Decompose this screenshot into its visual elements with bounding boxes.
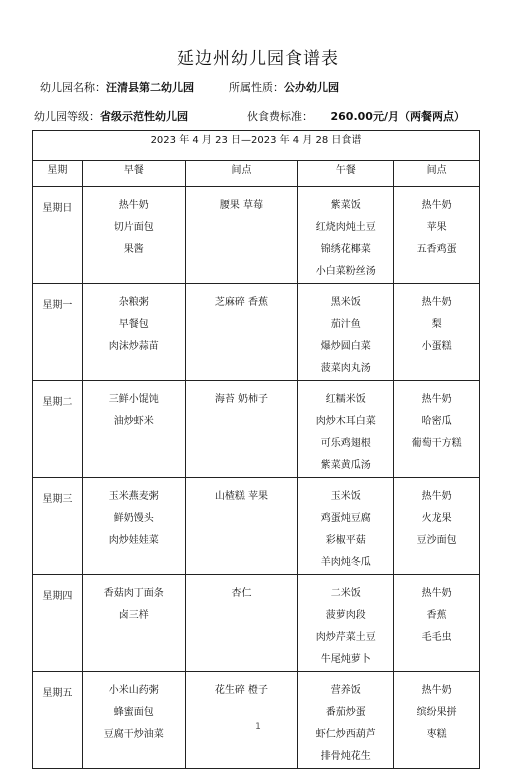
menu-item: 梨 [431, 319, 442, 330]
table-row [33, 575, 480, 672]
header-snack: 间点 [394, 161, 480, 187]
menu-item: 肉炒娃娃菜 [108, 535, 159, 546]
menu-item: 锦绣花椰菜 [320, 244, 371, 255]
menu-item: 花生碎 橙子 [214, 685, 269, 696]
kindergarten-nature [229, 79, 339, 95]
menu-item: 小蛋糕 [421, 341, 452, 352]
nature-value: 公办幼儿园 [284, 81, 339, 94]
menu-item: 热牛奶 [118, 200, 149, 211]
period-header: 2023 年 4 月 23 日—2023 年 4 月 28 日食谱 [33, 131, 480, 161]
fee-label: 伙食费标准： [247, 110, 313, 123]
menu-item: 玉米燕麦粥 [108, 491, 159, 502]
meal-fee [247, 108, 465, 124]
menu-item: 海苔 奶柿子 [214, 394, 269, 405]
menu-item: 营养饭 [330, 685, 361, 696]
menu-item: 热牛奶 [421, 685, 452, 696]
lunch-cell [298, 381, 394, 478]
menu-item: 山楂糕 苹果 [214, 491, 269, 502]
table-row [33, 672, 480, 769]
snack-cell [185, 187, 298, 284]
menu-item: 牛尾炖萝卜 [320, 654, 371, 665]
snack-cell [394, 672, 480, 769]
menu-item: 鲜奶馒头 [113, 513, 154, 524]
menu-table [32, 130, 480, 769]
breakfast-cell [82, 478, 185, 575]
day-cell: 星期一 [33, 284, 83, 381]
menu-item: 二米饭 [330, 588, 361, 599]
menu-item: 热牛奶 [421, 588, 452, 599]
menu-item: 菠菜肉丸汤 [320, 363, 371, 374]
menu-item: 切片面包 [113, 222, 154, 233]
table-row [33, 187, 480, 284]
snack-cell [185, 672, 298, 769]
fee-value: 260.00元/月（两餐两点） [330, 110, 465, 123]
page-title: 延边州幼儿园食谱表 [177, 49, 339, 69]
menu-item: 哈密瓜 [421, 416, 452, 427]
menu-item: 茄汁鱼 [330, 319, 361, 330]
name-value: 汪清县第二幼儿园 [106, 81, 194, 94]
menu-item: 卤三样 [118, 610, 149, 621]
menu-item: 毛毛虫 [421, 632, 452, 643]
menu-item: 玉米饭 [330, 491, 361, 502]
table-row [33, 478, 480, 575]
lunch-cell [298, 284, 394, 381]
table-row [33, 284, 480, 381]
menu-item: 肉炒木耳白菜 [315, 416, 376, 427]
menu-item: 羊肉炖冬瓜 [320, 557, 371, 568]
menu-item: 腰果 草莓 [219, 200, 264, 211]
breakfast-cell [82, 381, 185, 478]
snack-cell [394, 478, 480, 575]
menu-item: 五香鸡蛋 [416, 244, 457, 255]
menu-item: 小白菜粉丝汤 [315, 266, 376, 277]
menu-item: 豆沙面包 [416, 535, 457, 546]
menu-item: 排骨炖花生 [320, 751, 371, 762]
kindergarten-grade [34, 108, 188, 124]
snack-cell [185, 284, 298, 381]
menu-item: 香菇肉丁面条 [103, 588, 164, 599]
menu-item: 杏仁 [231, 588, 252, 599]
snack-cell [394, 381, 480, 478]
lunch-cell [298, 478, 394, 575]
menu-item: 蜂蜜面包 [113, 707, 154, 718]
menu-item: 爆炒圆白菜 [320, 341, 371, 352]
table-row [33, 381, 480, 478]
lunch-cell [298, 187, 394, 284]
menu-item: 肉炒芹菜土豆 [315, 632, 376, 643]
header-lunch: 午餐 [298, 161, 394, 187]
nature-label: 所属性质： [229, 81, 284, 94]
breakfast-cell [82, 284, 185, 381]
day-cell: 星期四 [33, 575, 83, 672]
menu-item: 紫菜饭 [330, 200, 361, 211]
menu-item: 早餐包 [118, 319, 149, 330]
day-cell: 星期五 [33, 672, 83, 769]
grade-label: 幼儿园等级： [34, 110, 100, 123]
menu-item: 番茄炒蛋 [325, 707, 366, 718]
menu-item: 菠萝肉段 [325, 610, 366, 621]
snack-cell [394, 284, 480, 381]
menu-item: 红糯米饭 [325, 394, 366, 405]
day-cell: 星期日 [33, 187, 83, 284]
menu-item: 彩椒平菇 [325, 535, 366, 546]
header-row [33, 161, 480, 187]
menu-item: 红烧肉炖土豆 [315, 222, 376, 233]
header-day: 星期 [33, 161, 83, 187]
menu-item: 虾仁炒西葫芦 [315, 729, 376, 740]
menu-item: 热牛奶 [421, 491, 452, 502]
snack-cell [185, 478, 298, 575]
menu-item: 香蕉 [426, 610, 447, 621]
grade-value: 省级示范性幼儿园 [100, 110, 188, 123]
menu-item: 枣糕 [426, 729, 447, 740]
lunch-cell [298, 672, 394, 769]
menu-item: 葡萄干方糕 [411, 438, 462, 449]
menu-item: 苹果 [426, 222, 447, 233]
snack-cell [394, 187, 480, 284]
breakfast-cell [82, 187, 185, 284]
snack-cell [185, 575, 298, 672]
period-row [33, 131, 480, 161]
menu-item: 黑米饭 [330, 297, 361, 308]
menu-item: 热牛奶 [421, 297, 452, 308]
menu-item: 可乐鸡翅根 [320, 438, 371, 449]
menu-item: 鸡蛋炖豆腐 [320, 513, 371, 524]
breakfast-cell [82, 672, 185, 769]
day-cell: 星期二 [33, 381, 83, 478]
header-snack: 间点 [185, 161, 298, 187]
snack-cell [394, 575, 480, 672]
snack-cell [185, 381, 298, 478]
menu-item: 豆腐干炒油菜 [103, 729, 164, 740]
day-cell: 星期三 [33, 478, 83, 575]
menu-item: 热牛奶 [421, 200, 452, 211]
menu-item: 三鲜小馄饨 [108, 394, 159, 405]
menu-item: 肉沫炒蒜苗 [108, 341, 159, 352]
kindergarten-name [40, 79, 194, 95]
menu-item: 杂粮粥 [118, 297, 149, 308]
menu-item: 芝麻碎 香蕉 [214, 297, 269, 308]
menu-item: 小米山药粥 [108, 685, 159, 696]
menu-item: 紫菜黄瓜汤 [320, 460, 371, 471]
menu-item: 油炒虾米 [113, 416, 154, 427]
menu-item: 火龙果 [421, 513, 452, 524]
page-number: 1 [255, 722, 261, 732]
menu-item: 果酱 [123, 244, 144, 255]
menu-item: 热牛奶 [421, 394, 452, 405]
menu-item: 缤纷果拼 [416, 707, 457, 718]
header-breakfast: 早餐 [82, 161, 185, 187]
breakfast-cell [82, 575, 185, 672]
name-label: 幼儿园名称： [40, 81, 106, 94]
lunch-cell [298, 575, 394, 672]
